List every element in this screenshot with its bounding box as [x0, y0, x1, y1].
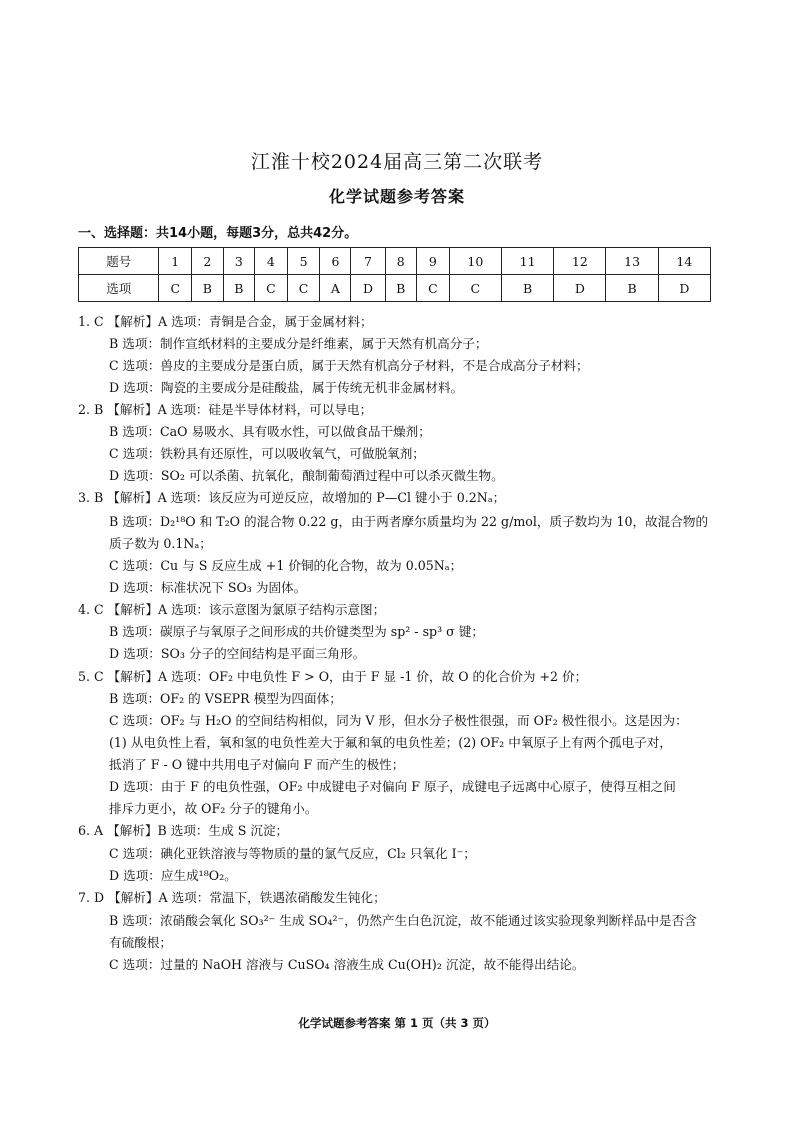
answer-line: D 选项：陶瓷的主要成分是硅酸盐，属于传统无机非金属材料。: [109, 380, 464, 395]
answer-line: B 选项：CaO 易吸水、具有吸水性，可以做食品干燥剂；: [109, 424, 431, 439]
answer-cell: D: [351, 275, 385, 302]
answer-cell: C: [287, 275, 320, 302]
page-footer: 化学试题参考答案 第 1 页（共 3 页）: [298, 1016, 496, 1030]
answer-cell: D: [658, 275, 710, 302]
answer-line: 7. D 【解析】A 选项：常温下，铁遇浓硝酸发生钝化；: [78, 890, 386, 905]
answer-line: D 选项：应生成¹⁸O₂。: [109, 868, 237, 883]
row-label: 选项: [79, 275, 159, 302]
answer-line: B 选项：制作宣纸材料的主要成分是纤维素，属于天然有机高分子；: [109, 336, 488, 351]
answer-line: D 选项：标准状况下 SO₃ 为固体。: [109, 580, 307, 595]
answer-cell: D: [554, 275, 606, 302]
question-number-cell: 2: [192, 248, 223, 275]
question-number-cell: 1: [159, 248, 192, 275]
answer-line: 3. B 【解析】A 选项：该反应为可逆反应，故增加的 P—Cl 键小于 0.2Nₐ；: [78, 490, 506, 505]
answer-line: C 选项：铁粉具有还原性，可以吸收氧气，可做脱氧剂；: [109, 446, 425, 461]
answer-line: 抵消了 F - O 键中共用电子对偏向 F 而产生的极性；: [109, 757, 405, 772]
answer-line: 5. C 【解析】A 选项：OF₂ 中电负性 F > O，由于 F 显 -1 价，故 O 的化合价为 +2 价；: [78, 669, 588, 684]
answer-line: D 选项：SO₃ 分子的空间结构是平面三角形。: [109, 646, 366, 661]
answer-line: 排斥力更小，故 OF₂ 分子的键角小。: [109, 801, 318, 816]
table-row: [79, 275, 711, 302]
answer-cell: B: [223, 275, 254, 302]
answer-line: 4. C 【解析】A 选项：该示意图为氯原子结构示意图；: [78, 602, 386, 617]
table-row: [79, 248, 711, 275]
answer-cell: C: [255, 275, 288, 302]
answer-line: C 选项：碘化亚铁溶液与等物质的量的氯气反应，Cl₂ 只氧化 I⁻；: [109, 846, 476, 861]
section-heading: 一、选择题：共14小题，每题3分，总共42分。: [78, 226, 358, 241]
answer-line: C 选项：兽皮的主要成分是蛋白质，属于天然有机高分子材料，不是合成高分子材料；: [109, 358, 589, 373]
answer-cell: B: [192, 275, 223, 302]
answer-line: 2. B 【解析】A 选项：硅是半导体材料，可以导电；: [78, 402, 373, 417]
question-number-cell: 6: [320, 248, 351, 275]
page-title: 江淮十校2024届高三第二次联考: [250, 151, 544, 173]
answer-cell: C: [159, 275, 192, 302]
answer-line: D 选项：SO₂ 可以杀菌、抗氧化，酿制葡萄酒过程中可以杀灭微生物。: [109, 468, 504, 483]
answer-line: B 选项：碳原子与氧原子之间形成的共价键类型为 sp² - sp³ σ 键；: [109, 624, 484, 639]
answer-cell: A: [320, 275, 351, 302]
answer-line: (1) 从电负性上看，氧和氢的电负性差大于氟和氧的电负性差；(2) OF₂ 中氧原子上有两个孤电子对，: [109, 735, 672, 750]
question-number-cell: 3: [223, 248, 254, 275]
answer-cell: C: [449, 275, 501, 302]
question-number-cell: 14: [658, 248, 710, 275]
answer-cell: B: [606, 275, 658, 302]
question-number-cell: 4: [255, 248, 288, 275]
question-number-cell: 9: [417, 248, 450, 275]
answer-cell: B: [385, 275, 416, 302]
question-number-cell: 12: [554, 248, 606, 275]
question-number-cell: 13: [606, 248, 658, 275]
answer-line: C 选项：过量的 NaOH 溶液与 CuSO₄ 溶液生成 Cu(OH)₂ 沉淀，故不能得出结论。: [109, 957, 585, 972]
answer-line: D 选项：由于 F 的电负性强，OF₂ 中成键电子对偏向 F 原子，成键电子远离中心原子，使得互相之间: [109, 779, 676, 794]
answer-line: C 选项：OF₂ 与 H₂O 的空间结构相似，同为 V 形，但水分子极性很强，而 OF₂ 极性很小。这是因为：: [109, 713, 688, 728]
answer-line: 1. C 【解析】A 选项：青铜是合金，属于金属材料；: [78, 314, 373, 329]
answer-cell: B: [501, 275, 553, 302]
question-number-cell: 10: [449, 248, 501, 275]
question-number-cell: 11: [501, 248, 553, 275]
answer-line: 有硫酸根；: [109, 935, 172, 950]
question-number-cell: 5: [287, 248, 320, 275]
question-number-cell: 8: [385, 248, 416, 275]
answer-line: B 选项：D₂¹⁸O 和 T₂O 的混合物 0.22 g，由于两者摩尔质量均为 22 g/mol，质子数均为 10，故混合物的: [109, 514, 709, 529]
answer-line: B 选项：OF₂ 的 VSEPR 模型为四面体；: [109, 691, 342, 706]
answer-line: B 选项：浓硝酸会氧化 SO₃²⁻ 生成 SO₄²⁻，仍然产生白色沉淀，故不能通过该实验现象判断样品中是否含: [109, 913, 697, 928]
row-label: 题号: [79, 248, 159, 275]
question-number-cell: 7: [351, 248, 385, 275]
answer-line: 质子数为 0.1Nₐ；: [109, 536, 212, 551]
answer-line: C 选项：Cu 与 S 反应生成 +1 价铜的化合物，故为 0.05Nₐ；: [109, 558, 463, 573]
answer-cell: C: [417, 275, 450, 302]
answer-table: [78, 247, 711, 302]
answer-line: 6. A 【解析】B 选项：生成 S 沉淀；: [78, 823, 289, 838]
page-subtitle: 化学试题参考答案: [328, 187, 465, 206]
